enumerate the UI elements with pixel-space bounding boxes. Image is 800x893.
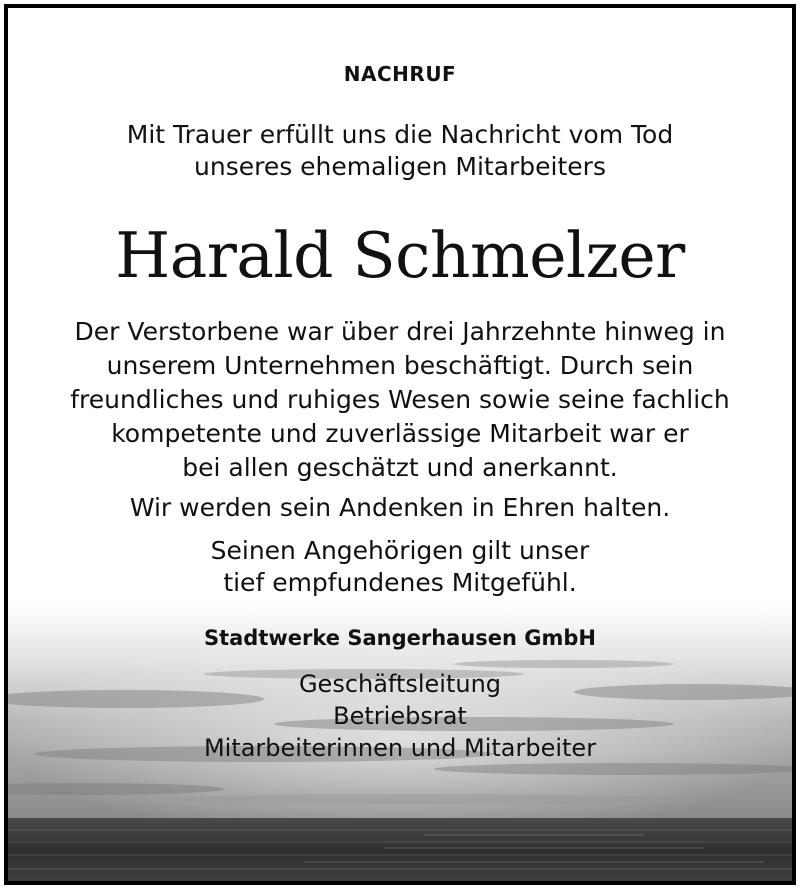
intro-text: [4, 119, 796, 183]
signer-line: Betriebsrat: [333, 702, 467, 730]
tribute-text: [4, 315, 796, 485]
sympathy-text: [4, 535, 796, 599]
signer-line: Geschäftsleitung: [298, 670, 502, 698]
tribute-line: unserem Unternehmen beschäftigt. Durch sein: [106, 351, 694, 380]
intro-line: Mit Trauer erfüllt uns die Nachricht vom Tod: [126, 120, 674, 149]
sympathy-line: Seinen Angehörigen gilt unser: [210, 536, 590, 565]
honor-text: Wir werden sein Andenken in Ehren halten.: [129, 493, 671, 522]
tribute-line: freundliches und ruhiges Wesen sowie seine fachlich: [70, 385, 730, 414]
deceased-name: Harald Schmelzer: [115, 219, 685, 292]
tribute-line: Der Verstorbene war über drei Jahrzehnte hinweg in: [74, 317, 726, 346]
company-name: Stadtwerke Sangerhausen GmbH: [203, 626, 597, 650]
signer-line: Mitarbeiterinnen und Mitarbeiter: [203, 734, 597, 762]
obituary-notice: [4, 4, 796, 885]
intro-line: unseres ehemaligen Mitarbeiters: [194, 152, 606, 181]
sympathy-line: tief empfundenes Mitgefühl.: [223, 568, 577, 597]
signers-list: [4, 668, 796, 764]
notice-heading: NACHRUF: [343, 62, 457, 86]
tribute-line: bei allen geschätzt und anerkannt.: [182, 453, 618, 482]
tribute-line: kompetente und zuverlässige Mitarbeit war er: [111, 419, 689, 448]
